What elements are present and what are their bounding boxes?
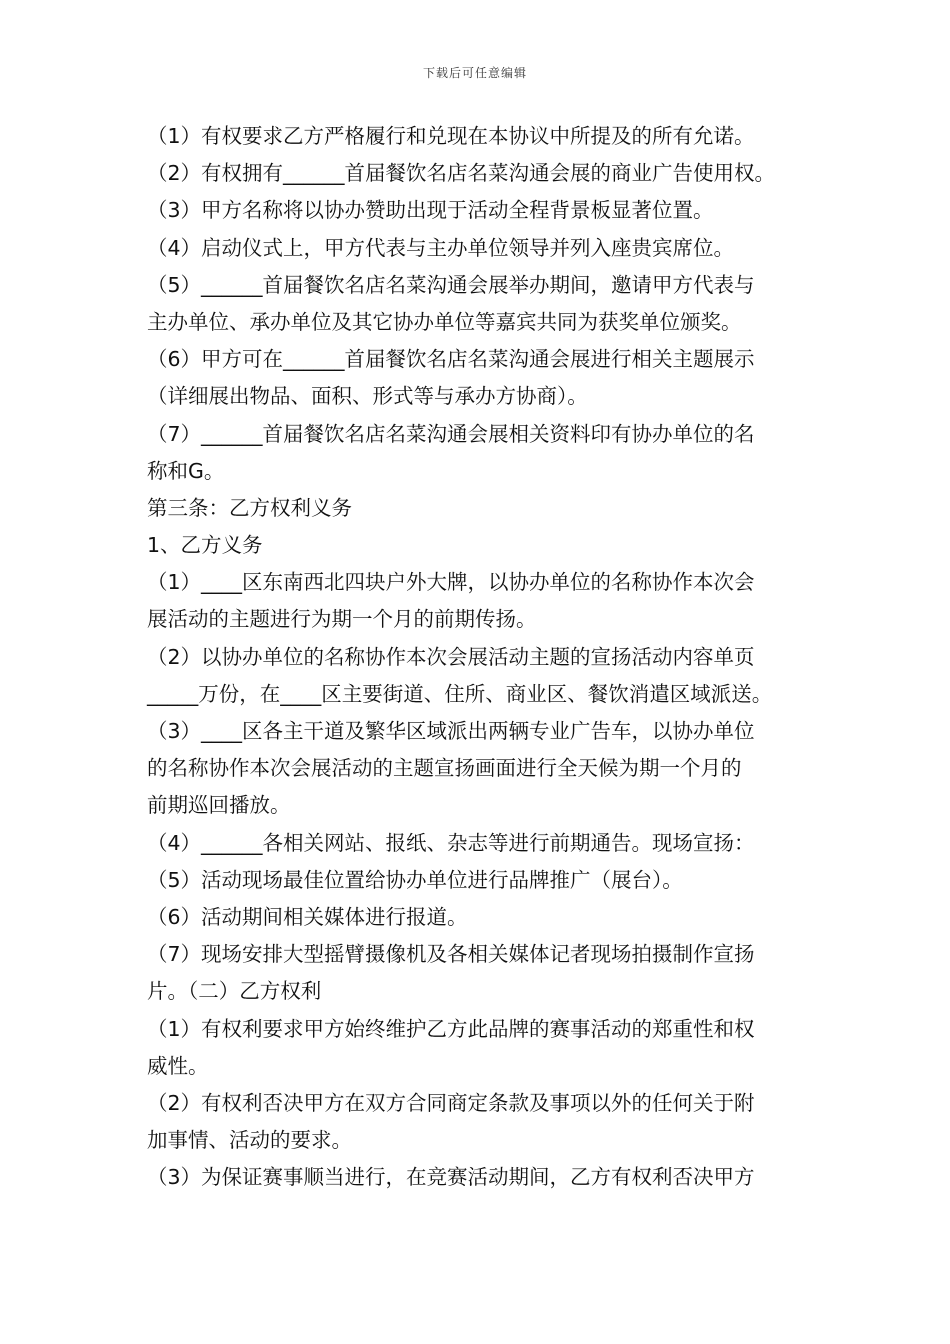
text-line: （7）现场安排大型摇臂摄像机及各相关媒体记者现场拍摄制作宣扬 — [147, 942, 755, 967]
text-line: （1）有权要求乙方严格履行和兑现在本协议中所提及的所有允诺。 — [147, 124, 755, 148]
text-line: （5）______首届餐饮名店名菜沟通会展举办期间，邀请甲方代表与 — [147, 272, 755, 297]
text-line: （详细展出物品、面积、形式等与承办方协商）。 — [147, 384, 588, 409]
text-line: 展活动的主题进行为期一个月的前期传扬。 — [147, 607, 537, 632]
text-line: （2）以协办单位的名称协作本次会展活动主题的宣扬活动内容单页 — [147, 644, 755, 669]
text-line: 主办单位、承办单位及其它协办单位等嘉宾共同为获奖单位颁奖。 — [147, 309, 742, 334]
text-line: （1）____区东南西北四块户外大牌，以协办单位的名称协作本次会 — [147, 570, 755, 595]
section-heading: 第三条：乙方权利义务 — [147, 495, 352, 520]
subsection-heading: 1、乙方义务 — [147, 533, 263, 558]
text-line: （6）甲方可在______首届餐饮名店名菜沟通会展进行相关主题展示 — [147, 347, 755, 372]
text-line: （4）______各相关网站、报纸、杂志等进行前期通告。现场宣扬： — [147, 830, 755, 855]
text-line: 称和G。 — [147, 458, 225, 483]
text-line: （3）为保证赛事顺当进行，在竞赛活动期间，乙方有权利否决甲方 — [147, 1165, 755, 1190]
text-line: （3）____区各主干道及繁华区域派出两辆专业广告车，以协办单位 — [147, 719, 755, 743]
page-header: 下载后可任意编辑 — [422, 66, 527, 80]
text-line: （7）______首届餐饮名店名菜沟通会展相关资料印有协办单位的名 — [147, 421, 755, 446]
text-line: （5）活动现场最佳位置给协办单位进行品牌推广（展台）。 — [147, 867, 683, 892]
text-line: （2）有权利否决甲方在双方合同商定条款及事项以外的任何关于附 — [147, 1090, 755, 1115]
text-line: （4）启动仪式上，甲方代表与主办单位领导并列入座贵宾席位。 — [147, 235, 735, 260]
text-line: 加事情、活动的要求。 — [147, 1128, 352, 1153]
text-line: （3）甲方名称将以协办赞助出现于活动全程背景板显著位置。 — [147, 198, 714, 223]
text-line: _____万份，在____区主要街道、住所、商业区、餐饮消遣区域派送。 — [147, 681, 773, 706]
text-line: 片。（二）乙方权利 — [147, 979, 322, 1004]
text-line: （2）有权拥有______首届餐饮名店名菜沟通会展的商业广告使用权。 — [147, 161, 776, 186]
text-line: 前期巡回播放。 — [147, 793, 291, 818]
document-body — [147, 118, 817, 1196]
text-line: （1）有权利要求甲方始终维护乙方此品牌的赛事活动的郑重性和权 — [147, 1016, 755, 1041]
text-line: 的名称协作本次会展活动的主题宣扬画面进行全天候为期一个月的 — [147, 756, 742, 781]
text-line: 威性。 — [147, 1053, 209, 1078]
text-line: （6）活动期间相关媒体进行报道。 — [147, 904, 468, 929]
